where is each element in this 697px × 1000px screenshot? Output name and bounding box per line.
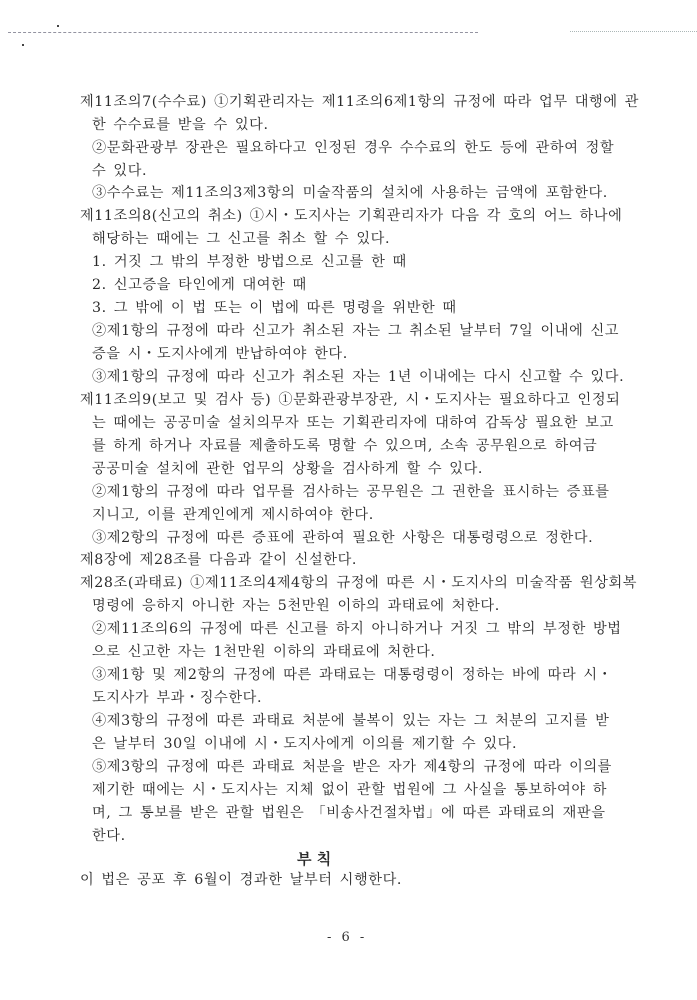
- document-line: 3. 그 밖에 이 법 또는 이 법에 따른 명령을 위반한 때: [92, 300, 457, 316]
- scan-speck: [22, 44, 24, 46]
- document-line: ③제1항의 규정에 따라 신고가 취소된 자는 1년 이내에는 다시 신고할 수 있다.: [92, 369, 625, 385]
- document-line: 지니고, 이를 관계인에게 제시하여야 한다.: [92, 507, 374, 523]
- addendum-heading: 부 칙: [297, 850, 332, 868]
- document-line: ⑤제3항의 규정에 따른 과태료 처분을 받은 자가 제4항의 규정에 따라 이의를: [92, 759, 612, 775]
- addendum-text: 이 법은 공포 후 6월이 경과한 날부터 시행한다.: [80, 872, 402, 888]
- document-line: 은 날부터 30일 이내에 시・도지사에게 이의를 제기할 수 있다.: [92, 736, 518, 752]
- document-line: 증을 시・도지사에게 반납하여야 한다.: [92, 346, 348, 362]
- document-line: 공공미술 설치에 관한 업무의 상황을 검사하게 할 수 있다.: [92, 461, 484, 477]
- document-line: 2. 신고증을 타인에게 대여한 때: [92, 277, 307, 293]
- scan-header-rule-right: [570, 31, 697, 32]
- document-line: 는 때에는 공공미술 설치의무자 또는 기획관리자에 대하여 감독상 필요한 보고: [92, 415, 614, 431]
- document-line: 한 수수료를 받을 수 있다.: [92, 117, 269, 133]
- document-line: 1. 거짓 그 밖의 부정한 방법으로 신고를 한 때: [92, 254, 407, 270]
- scan-header-rule: [8, 32, 478, 33]
- document-line: ②제11조의6의 규정에 따른 신고를 하지 아니하거나 거짓 그 밖의 부정한 방법: [92, 621, 622, 637]
- document-line: ③제1항 및 제2항의 규정에 따른 과태료는 대통령령이 정하는 바에 따라 시・: [92, 667, 613, 683]
- page-number: - 6 -: [327, 930, 368, 945]
- document-line: 한다.: [92, 828, 126, 844]
- document-line: 해당하는 때에는 그 신고를 취소 할 수 있다.: [92, 231, 391, 247]
- article-heading-line: 제11조의8(신고의 취소) ①시・도지사는 기획관리자가 다음 각 호의 어느 하나에: [80, 208, 623, 224]
- document-line: 으로 신고한 자는 1천만원 이하의 과태료에 처한다.: [92, 644, 436, 660]
- document-line: ②제1항의 규정에 따라 신고가 취소된 자는 그 취소된 날부터 7일 이내에 신고: [92, 323, 620, 339]
- article-heading-line: 제28조(과태료) ①제11조의4제4항의 규정에 따른 시・도지사의 미술작품 원상회복: [80, 575, 638, 591]
- document-line: 수 있다.: [92, 163, 148, 179]
- document-line: ②문화관광부 장관은 필요하다고 인정된 경우 수수료의 한도 등에 관하여 정할: [92, 140, 615, 156]
- document-line: 명령에 응하지 아니한 자는 5천만원 이하의 과태료에 처한다.: [92, 598, 500, 614]
- article-heading-line: 제8장에 제28조를 다음과 같이 신설한다.: [80, 552, 358, 568]
- document-line: 를 하게 하거나 자료를 제출하도록 명할 수 있으며, 소속 공무원으로 하여금: [92, 438, 598, 454]
- document-line: ③수수료는 제11조의3제3항의 미술작품의 설치에 사용하는 금액에 포함한다.: [92, 185, 608, 201]
- document-line: ④제3항의 규정에 따른 과태료 처분에 불복이 있는 자는 그 처분의 고지를 받: [92, 713, 610, 729]
- document-line: ②제1항의 규정에 따라 업무를 검사하는 공무원은 그 권한을 표시하는 증표를: [92, 484, 610, 500]
- document-line: 며, 그 통보를 받은 관할 법원은 「비송사건절차법」에 따른 과태료의 재판을: [92, 805, 606, 821]
- document-line: 제기한 때에는 시・도지사는 지체 없이 관할 법원에 그 사실을 통보하여야 하: [92, 782, 608, 798]
- article-heading-line: 제11조의7(수수료) ①기획관리자는 제11조의6제1항의 규정에 따라 업무 대행에 관: [80, 94, 640, 110]
- document-line: ③제2항의 규정에 따른 증표에 관하여 필요한 사항은 대통령령으로 정한다.: [92, 530, 594, 546]
- scan-speck: [57, 25, 59, 27]
- document-line: 도지사가 부과・징수한다.: [92, 690, 263, 706]
- article-heading-line: 제11조의9(보고 및 검사 등) ①문화관광부장관, 시・도지사는 필요하다고 인정되: [80, 392, 621, 408]
